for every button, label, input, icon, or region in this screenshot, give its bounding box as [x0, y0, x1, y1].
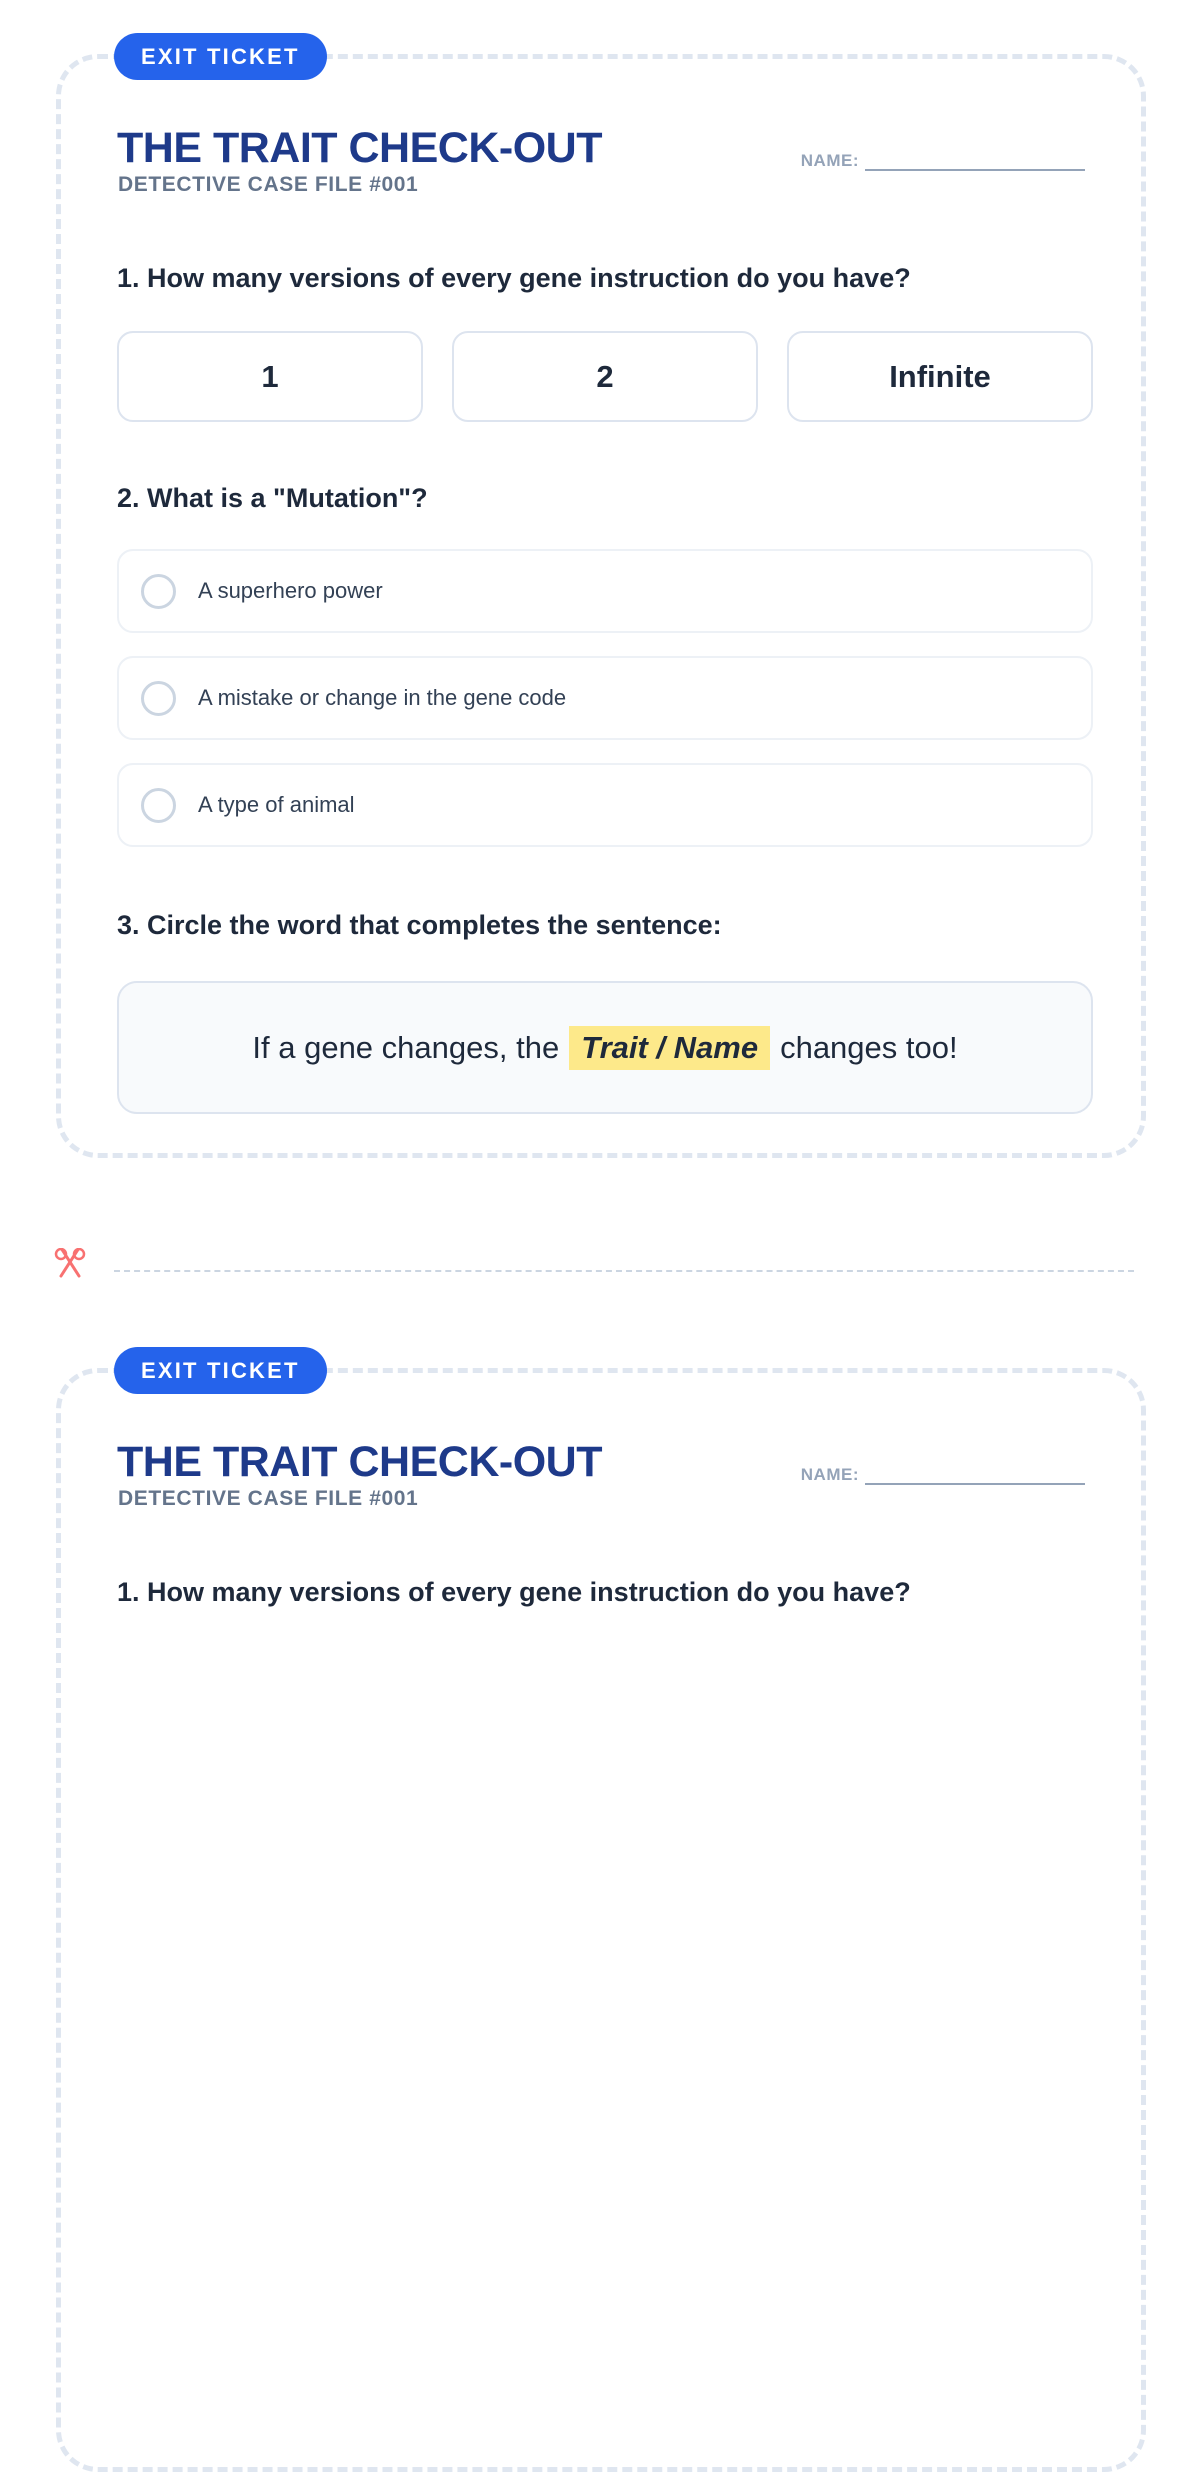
- exit-ticket: [56, 44, 1146, 1158]
- ticket-title: THE TRAIT CHECK-OUT: [117, 1438, 602, 1486]
- name-input-line[interactable]: [865, 1469, 1085, 1485]
- sentence-start: If a gene changes, the: [252, 1029, 560, 1065]
- radio-button[interactable]: [141, 788, 176, 823]
- radio-button[interactable]: [141, 574, 176, 609]
- question-2-prompt: 2. What is a "Mutation"?: [117, 483, 428, 513]
- question-1-prompt: 1. How many versions of every gene instruction do you have?: [117, 263, 911, 293]
- name-label: NAME:: [800, 1465, 859, 1484]
- question-2-options: [117, 549, 1093, 870]
- radio-button[interactable]: [141, 681, 176, 716]
- option-label: A superhero power: [198, 578, 383, 603]
- question-1-choices: [117, 331, 1093, 422]
- choice-button[interactable]: 2: [452, 331, 758, 422]
- name-field[interactable]: [801, 151, 1085, 171]
- cut-line: [54, 1248, 1134, 1288]
- ticket-title: THE TRAIT CHECK-OUT: [117, 124, 602, 172]
- answer-option[interactable]: [117, 656, 1093, 740]
- sentence-box: [117, 981, 1093, 1114]
- choice-button[interactable]: Infinite: [787, 331, 1093, 422]
- exit-ticket-badge: EXIT TICKET: [114, 1347, 327, 1394]
- circle-word-choice[interactable]: Trait / Name: [569, 1026, 770, 1070]
- question-1-prompt: 1. How many versions of every gene instruction do you have?: [117, 1577, 911, 1607]
- scissors-icon: [54, 1248, 86, 1289]
- name-input-line[interactable]: [865, 155, 1085, 171]
- exit-ticket-badge: EXIT TICKET: [114, 33, 327, 80]
- option-label: A type of animal: [198, 792, 355, 817]
- question-3-prompt: 3. Circle the word that completes the sentence:: [117, 910, 722, 940]
- answer-option[interactable]: [117, 549, 1093, 633]
- choice-button[interactable]: 1: [117, 331, 423, 422]
- ticket-subtitle: DETECTIVE CASE FILE #001: [118, 1487, 419, 1510]
- answer-option[interactable]: [117, 763, 1093, 847]
- sentence-end: changes too!: [780, 1029, 958, 1065]
- cut-dashed-line: [114, 1270, 1134, 1272]
- name-field[interactable]: [801, 1465, 1085, 1485]
- ticket-subtitle: DETECTIVE CASE FILE #001: [118, 173, 419, 196]
- option-label: A mistake or change in the gene code: [198, 685, 567, 710]
- exit-ticket: [56, 1358, 1146, 2472]
- name-label: NAME:: [800, 151, 859, 170]
